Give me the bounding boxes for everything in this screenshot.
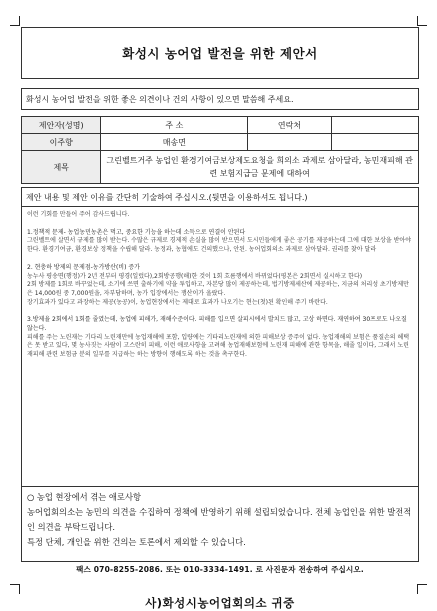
paragraph-gap bbox=[27, 220, 413, 229]
address-blank-2 bbox=[331, 134, 418, 151]
content-paragraph: 3.방제율 2회에서 1회를 줄였는데, 농업에 피해가, 재해수준이다. 피해를 입으면 살피시에서 발치드 많고, 고상 하면다. 재연하여 30프로도 나오질 않는다. bbox=[27, 316, 407, 333]
content-paragraph: 2회 방제를 1회로 바꾸었는데, 소기에 쓰면 출하기에 약을 투입하고, 자본당 많이 제공하는데, 법기방제세산에 제공하는, 지금의 처리성 초기방제만은 14,000원 중 7,000원을, 자부담하며, 농가 입장에서는 쟁산이가 올랐다. bbox=[27, 281, 409, 297]
content-paragraph: 이런 기회를 만들어 주어 감사드립니다. bbox=[27, 211, 130, 218]
content-paragraph: 농누사 평송면(행정)가 2년 전부터 평경(일렀다),2회방공행(해)한 것이 1회 흐름행에서 바뀌었다(평본은 2회면서 실시하고 한다) bbox=[27, 272, 363, 280]
content-paragraph: 그린벨트에 살면서 규제를 많이 받는다. 수많은 규제로 경제적 손실을 많이 받으면서 도시민들에게 좋은 공기를 제공하는데 그에 대한 보상을 받아야 한다. 환경기여금, 환경보상 정책을 수립해 달라. 농정과, 농협에도 건의했으나, 안된. 농어업회의소 과제로 삼아달라. 권리를 찾아 달라 bbox=[27, 237, 411, 254]
intro-text: 화성시 농어업 발전을 위한 좋은 의견이나 건의 사항이 있으면 말씀해 주세요. bbox=[21, 88, 419, 110]
proposal-content[interactable] bbox=[21, 207, 419, 487]
content-paragraph: 피해를 주는 노린재는 기다리 노린재만에 농업재해에 포함, 입량에는 기타리노린재에 의한 피해보상 증주이 없다. 농업재해의 보험은 품질손의 헤택은 못 받고 있다, 몇 농사짓는 사람이 고스란히 피해, 이런 애로사항을 고려해 농업재해보험에 노린재 피해에 관한 항목을, 해줄 일이다, 그래서 노린재피해 관련 보험금 분의 일부를 지급하는 하는 방향이 행해도록 하는 것을 촉구한다. bbox=[27, 333, 410, 359]
crop-mark-top-right bbox=[417, 16, 427, 26]
form-title-text: 화성시 농어업 발전을 위한 제안서 bbox=[122, 46, 318, 61]
crop-mark-top-left bbox=[10, 16, 20, 26]
content-prompt: 제안 내용 및 제안 이유를 간단히 기술하여 주십시오.(뒷면을 이용하셔도 됩니다.) bbox=[21, 187, 419, 207]
content-paragraph: 1.정책적 문제- 농업농민농촌은 먹고, 중요한 기능을 하는데 소득으로 연결이 안된다 bbox=[27, 228, 246, 236]
address-label: 이주향 bbox=[22, 134, 101, 151]
content-paragraph: 장기효과가 있다고 과장하는 제공(농공)이, 농업현장에서는 제대로 효과가 나오기는 현는(첫)된 확인해 주기 바란다. bbox=[27, 298, 328, 306]
paragraph-gap bbox=[27, 307, 413, 316]
proposal-form bbox=[21, 27, 419, 611]
recipient-organization: 사)화성시농어업회의소 귀중 bbox=[145, 596, 295, 610]
proposer-info-table bbox=[21, 116, 419, 184]
proposer-value[interactable]: 주 소 bbox=[101, 117, 248, 134]
contact-value[interactable] bbox=[331, 117, 418, 134]
content-paragraph: 2. 현충하 방제의 문제점-농가방산(비) 증가 bbox=[27, 263, 140, 271]
paragraph-gap bbox=[27, 255, 413, 264]
address-value[interactable]: 매송면 bbox=[101, 134, 248, 151]
difficulties-header: ○ 농업 현장에서 겪는 애로사항 bbox=[27, 492, 141, 502]
crop-mark-bottom-left bbox=[10, 584, 20, 594]
notice-line: 농어업회의소는 농민의 의견을 수집하여 정책에 반영하기 위해 설립되었습니다. 전체 농업인을 위한 발전적인 의견을 부탁드립니다. bbox=[27, 507, 412, 532]
form-title bbox=[21, 27, 419, 79]
notice-line: 특정 단체, 개인을 위한 건의는 토론에서 제외할 수 있습니다. bbox=[27, 537, 246, 547]
subject-cell[interactable] bbox=[101, 151, 419, 184]
contact-label: 연락처 bbox=[248, 117, 331, 134]
address-blank-1 bbox=[248, 134, 331, 151]
proposer-label: 제안자(성명) bbox=[22, 117, 101, 134]
difficulties-section bbox=[21, 487, 419, 562]
subject-label: 제목 bbox=[22, 151, 101, 184]
fax-instructions: 팩스 070-8255-2086. 또는 010-3334-1491. 로 사진문자 전송하여 주십시오. bbox=[76, 565, 364, 574]
subject-value: 그린벨트거주 농업인 환경기여금보상제도요청을 희의소 과제로 삼아달라, 농민재피해 관련 보험지급금 문제에 대하여 bbox=[106, 156, 413, 178]
